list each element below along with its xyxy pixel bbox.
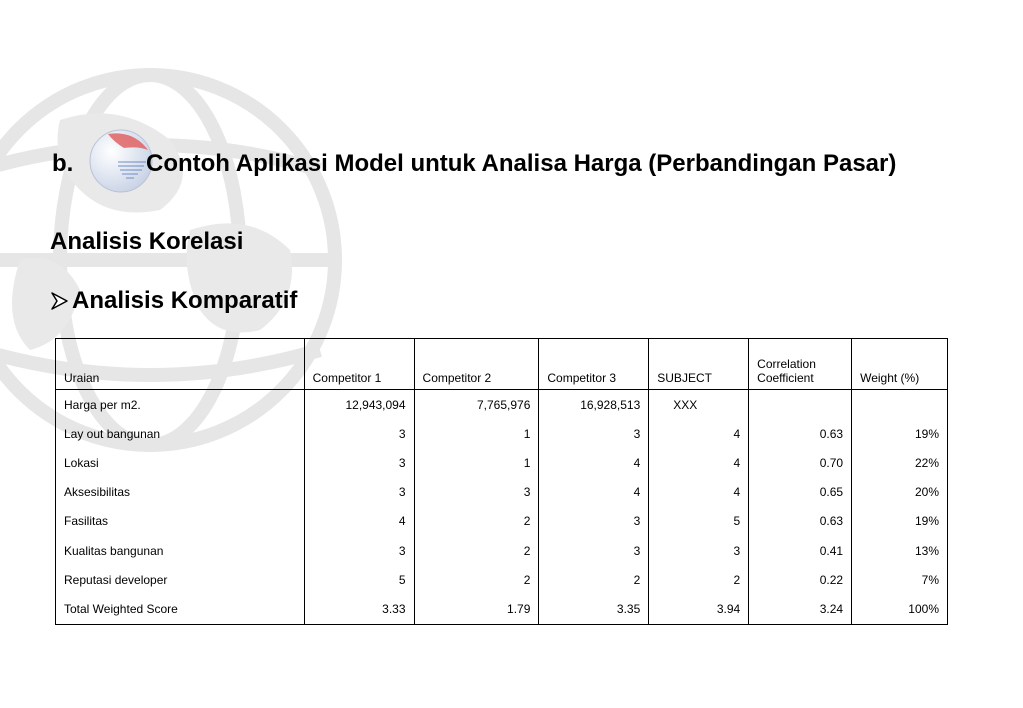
table-cell: 1.79 — [414, 594, 539, 624]
arrow-bullet-icon — [50, 289, 70, 313]
table-cell: 3.24 — [749, 594, 852, 624]
table-cell: 2 — [649, 565, 749, 594]
table-cell: 13% — [852, 536, 948, 565]
table-row — [56, 448, 948, 477]
table-cell: Aksesibilitas — [64, 485, 131, 500]
table-cell: Total Weighted Score — [64, 601, 178, 616]
table-cell: 0.70 — [749, 448, 852, 477]
table-cell: 0.63 — [749, 419, 852, 448]
column-header: Weight (%) — [852, 339, 948, 390]
column-header: Uraian — [56, 339, 305, 390]
section-heading: Analisis Korelasi — [50, 228, 244, 255]
table-cell: 2 — [539, 565, 649, 594]
table-cell: 5 — [304, 565, 414, 594]
comparison-table — [55, 338, 948, 625]
table-cell: 3.94 — [649, 594, 749, 624]
table-cell: Lay out bangunan — [64, 426, 161, 441]
table-cell: 2 — [414, 565, 539, 594]
table-cell: Harga per m2. — [64, 397, 141, 412]
table-cell: 4 — [304, 507, 414, 536]
table-header-row — [56, 339, 948, 390]
table-row — [56, 565, 948, 594]
table-cell: 0.41 — [749, 536, 852, 565]
table-cell: 4 — [649, 419, 749, 448]
table-cell: 3 — [304, 448, 414, 477]
table-cell: 3 — [539, 536, 649, 565]
page-title: Contoh Aplikasi Model untuk Analisa Harga (Perbandingan Pasar) — [146, 150, 897, 177]
table-cell: 3 — [304, 536, 414, 565]
table-cell: 3.33 — [304, 594, 414, 624]
table-row-total — [56, 594, 948, 624]
logo-sphere-icon — [88, 128, 154, 194]
table-cell: Kualitas bangunan — [64, 543, 164, 558]
table-row — [56, 536, 948, 565]
column-header: Competitor 1 — [304, 339, 414, 390]
table-cell: 0.22 — [749, 565, 852, 594]
table-cell — [852, 390, 948, 420]
table-cell: Lokasi — [64, 455, 99, 470]
table-row — [56, 390, 948, 420]
table-cell: 100% — [852, 594, 948, 624]
table-cell: 7,765,976 — [414, 390, 539, 420]
table-cell: 16,928,513 — [539, 390, 649, 420]
table-cell: 3 — [304, 478, 414, 507]
table-cell: 4 — [539, 448, 649, 477]
slide-label: b. — [52, 150, 74, 177]
table-cell: 1 — [414, 448, 539, 477]
table-cell: 22% — [852, 448, 948, 477]
table-cell — [749, 390, 852, 420]
table-row — [56, 478, 948, 507]
table-cell: 3 — [414, 478, 539, 507]
table-cell: 3 — [539, 507, 649, 536]
table-cell: XXX — [649, 390, 749, 420]
table-cell: 1 — [414, 419, 539, 448]
table-cell: 5 — [649, 507, 749, 536]
column-header: Competitor 3 — [539, 339, 649, 390]
table-cell: 0.65 — [749, 478, 852, 507]
table-cell: Reputasi developer — [64, 572, 168, 587]
table-cell: 2 — [414, 536, 539, 565]
column-header: Correlation Coefficient — [749, 339, 852, 390]
table-cell: 2 — [414, 507, 539, 536]
sub-heading — [50, 287, 297, 315]
table-cell: 3 — [649, 536, 749, 565]
table-cell: 3.35 — [539, 594, 649, 624]
table-cell: 3 — [539, 419, 649, 448]
table-cell: 3 — [304, 419, 414, 448]
table-row — [56, 507, 948, 536]
column-header: SUBJECT — [649, 339, 749, 390]
column-header: Competitor 2 — [414, 339, 539, 390]
table-cell: 7% — [852, 565, 948, 594]
table-cell: 19% — [852, 507, 948, 536]
table-cell: 4 — [649, 448, 749, 477]
table-cell: 0.63 — [749, 507, 852, 536]
table-cell: Fasilitas — [64, 514, 109, 529]
table-cell: 4 — [649, 478, 749, 507]
table-cell: 4 — [539, 478, 649, 507]
table-cell: 19% — [852, 419, 948, 448]
table-cell: 20% — [852, 478, 948, 507]
table-row — [56, 419, 948, 448]
sub-heading-text: Analisis Komparatif — [72, 287, 298, 314]
table-cell: 12,943,094 — [304, 390, 414, 420]
